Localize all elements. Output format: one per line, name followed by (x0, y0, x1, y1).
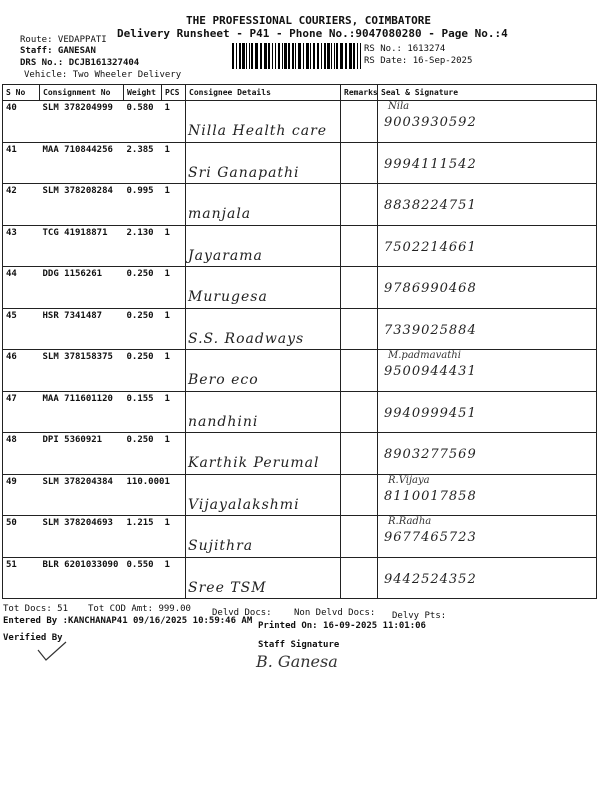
consignee-handwriting: S.S. Roadways (188, 330, 305, 347)
cell-sno: 49 (3, 474, 40, 516)
cell-sno: 42 (3, 184, 40, 226)
runsheet-table (2, 84, 597, 599)
cell-consignment: BLR 6201033090 (40, 557, 124, 599)
cell-consignee (186, 350, 341, 392)
cell-sno: 48 (3, 433, 40, 475)
cell-remarks (341, 142, 378, 184)
table-row (3, 184, 597, 226)
cell-sno: 40 (3, 101, 40, 143)
cell-pcs: 1 (162, 308, 186, 350)
cell-consignee (186, 225, 341, 267)
cell-consignee (186, 308, 341, 350)
cell-weight: 0.995 (124, 184, 162, 226)
consignee-handwriting: manjala (188, 206, 252, 222)
cell-pcs: 1 (162, 557, 186, 599)
delivered-docs: Delvd Docs: (212, 608, 272, 618)
cell-seal (378, 308, 597, 350)
col-weight-header: Weight (124, 85, 162, 101)
cell-remarks (341, 516, 378, 558)
cell-weight: 2.385 (124, 142, 162, 184)
consignee-handwriting: nandhini (188, 413, 259, 430)
staff-signature-handwriting: B. Ganesa (256, 652, 338, 671)
consignee-handwriting: Sujithra (188, 538, 254, 554)
table-row (3, 516, 597, 558)
cell-consignee (186, 142, 341, 184)
cell-pcs: 1 (162, 350, 186, 392)
cell-consignment: SLM 378204384 (40, 474, 124, 516)
route-label: Route: VEDAPPATI (20, 35, 107, 45)
cell-seal (378, 142, 597, 184)
delivery-points: Delvy Pts: (392, 611, 447, 621)
cell-sno: 51 (3, 557, 40, 599)
rs-date: RS Date: 16-Sep-2025 (364, 56, 473, 66)
cell-pcs: 1 (162, 142, 186, 184)
cell-pcs: 1 (162, 433, 186, 475)
cell-seal (378, 433, 597, 475)
cell-consignee (186, 391, 341, 433)
col-consignee-header: Consignee Details (186, 85, 341, 101)
cell-consignment: DPI 5360921 (40, 433, 124, 475)
seal-phone-handwriting: 9500944431 (384, 364, 477, 379)
cell-consignment: SLM 378158375 (40, 350, 124, 392)
cell-pcs: 1 (162, 225, 186, 267)
cell-sno: 47 (3, 391, 40, 433)
cell-consignment: SLM 378204999 (40, 101, 124, 143)
total-cod-amount: Tot COD Amt: 999.00 (88, 604, 191, 614)
cell-consignment: SLM 378204693 (40, 516, 124, 558)
table-row (3, 267, 597, 309)
barcode-image (232, 43, 362, 69)
vehicle-label: Vehicle: Two Wheeler Delivery (24, 70, 182, 80)
cell-consignee (186, 516, 341, 558)
table-row (3, 225, 597, 267)
cell-consignee (186, 267, 341, 309)
col-seal-header: Seal & Signature (378, 85, 597, 101)
cell-remarks (341, 101, 378, 143)
cell-pcs: 1 (162, 101, 186, 143)
seal-phone-handwriting: 7502214661 (384, 239, 477, 255)
signature-handwriting: Nila (388, 101, 410, 112)
seal-phone-handwriting: 9994111542 (384, 156, 477, 172)
company-title: THE PROFESSIONAL COURIERS, COIMBATORE (186, 14, 432, 27)
consignee-handwriting: Nilla Health care (188, 123, 328, 139)
cell-pcs: 1 (162, 184, 186, 226)
table-row (3, 433, 597, 475)
cell-pcs: 1 (162, 516, 186, 558)
cell-consignment: MAA 710844256 (40, 142, 124, 184)
consignee-handwriting: Jayarama (188, 247, 263, 264)
cell-seal (378, 225, 597, 267)
runsheet-subtitle: Delivery Runsheet - P41 - Phone No.:9047080280 - Page No.:4 (117, 27, 508, 40)
cell-seal (378, 101, 597, 143)
cell-seal (378, 267, 597, 309)
seal-phone-handwriting: 8903277569 (384, 447, 477, 462)
signature-handwriting: R.Radha (388, 516, 432, 527)
cell-weight: 2.130 (124, 225, 162, 267)
consignee-handwriting: Vijayalakshmi (188, 496, 300, 513)
cell-sno: 45 (3, 308, 40, 350)
table-row (3, 142, 597, 184)
verified-checkmark (36, 640, 68, 664)
cell-remarks (341, 267, 378, 309)
cell-consignee (186, 557, 341, 599)
seal-phone-handwriting: 9940999451 (384, 405, 477, 421)
cell-weight: 0.250 (124, 433, 162, 475)
consignee-handwriting: Murugesa (188, 289, 268, 305)
cell-pcs: 1 (162, 391, 186, 433)
signature-handwriting: M.padmavathi (388, 350, 461, 361)
table-row (3, 557, 597, 599)
seal-phone-handwriting: 9442524352 (384, 571, 477, 587)
cell-consignment: SLM 378208284 (40, 184, 124, 226)
cell-consignee (186, 433, 341, 475)
non-delivered-docs: Non Delvd Docs: (294, 608, 376, 618)
consignee-handwriting: Sri Ganapathi (188, 164, 300, 181)
consignee-handwriting: Karthik Perumal (188, 455, 320, 471)
cell-consignee (186, 101, 341, 143)
drs-number: DRS No.: DCJB161327404 (20, 58, 140, 68)
cell-seal (378, 350, 597, 392)
verified-by-label: Verified By (3, 633, 63, 643)
table-row (3, 391, 597, 433)
cell-remarks (341, 557, 378, 599)
cell-weight: 0.155 (124, 391, 162, 433)
table-row (3, 474, 597, 516)
table-row (3, 350, 597, 392)
table-row (3, 101, 597, 143)
cell-seal (378, 474, 597, 516)
table-header-row (3, 85, 597, 101)
seal-phone-handwriting: 8110017858 (384, 488, 477, 504)
cell-consignment: TCG 41918871 (40, 225, 124, 267)
cell-weight: 0.250 (124, 308, 162, 350)
cell-remarks (341, 474, 378, 516)
cell-weight: 0.250 (124, 267, 162, 309)
cell-seal (378, 184, 597, 226)
cell-sno: 43 (3, 225, 40, 267)
cell-sno: 44 (3, 267, 40, 309)
entered-by: Entered By :KANCHANAP41 09/16/2025 10:59:46 AM (3, 616, 253, 626)
col-remarks-header: Remarks (341, 85, 378, 101)
cell-remarks (341, 184, 378, 226)
cell-remarks (341, 391, 378, 433)
cell-pcs: 1 (162, 267, 186, 309)
seal-phone-handwriting: 9677465723 (384, 530, 477, 545)
printed-on: Printed On: 16-09-2025 11:01:06 (258, 621, 426, 631)
cell-weight: 0.580 (124, 101, 162, 143)
seal-phone-handwriting: 9786990468 (384, 281, 477, 296)
cell-weight: 110.000 (124, 474, 162, 516)
cell-consignee (186, 474, 341, 516)
col-consignment-header: Consignment No (40, 85, 124, 101)
staff-label: Staff: GANESAN (20, 46, 96, 56)
cell-seal (378, 391, 597, 433)
consignee-handwriting: Sree TSM (188, 579, 267, 596)
cell-consignment: MAA 711601120 (40, 391, 124, 433)
cell-pcs: 1 (162, 474, 186, 516)
cell-sno: 50 (3, 516, 40, 558)
cell-consignment: HSR 7341487 (40, 308, 124, 350)
cell-remarks (341, 225, 378, 267)
col-sno-header: S No (3, 85, 40, 101)
seal-phone-handwriting: 7339025884 (384, 322, 477, 338)
seal-phone-handwriting: 8838224751 (384, 198, 477, 213)
table-row (3, 308, 597, 350)
cell-seal (378, 516, 597, 558)
cell-remarks (341, 350, 378, 392)
consignee-handwriting: Bero eco (188, 372, 259, 388)
staff-signature-label: Staff Signature (258, 640, 340, 650)
cell-weight: 1.215 (124, 516, 162, 558)
cell-weight: 0.250 (124, 350, 162, 392)
rs-number: RS No.: 1613274 (364, 44, 446, 54)
col-pcs-header: PCS (162, 85, 186, 101)
seal-phone-handwriting: 9003930592 (384, 115, 477, 130)
cell-consignment: DDG 1156261 (40, 267, 124, 309)
cell-consignee (186, 184, 341, 226)
cell-sno: 46 (3, 350, 40, 392)
cell-sno: 41 (3, 142, 40, 184)
cell-remarks (341, 308, 378, 350)
total-docs: Tot Docs: 51 (3, 604, 69, 614)
cell-weight: 0.550 (124, 557, 162, 599)
cell-seal (378, 557, 597, 599)
cell-remarks (341, 433, 378, 475)
signature-handwriting: R.Vijaya (388, 474, 430, 486)
